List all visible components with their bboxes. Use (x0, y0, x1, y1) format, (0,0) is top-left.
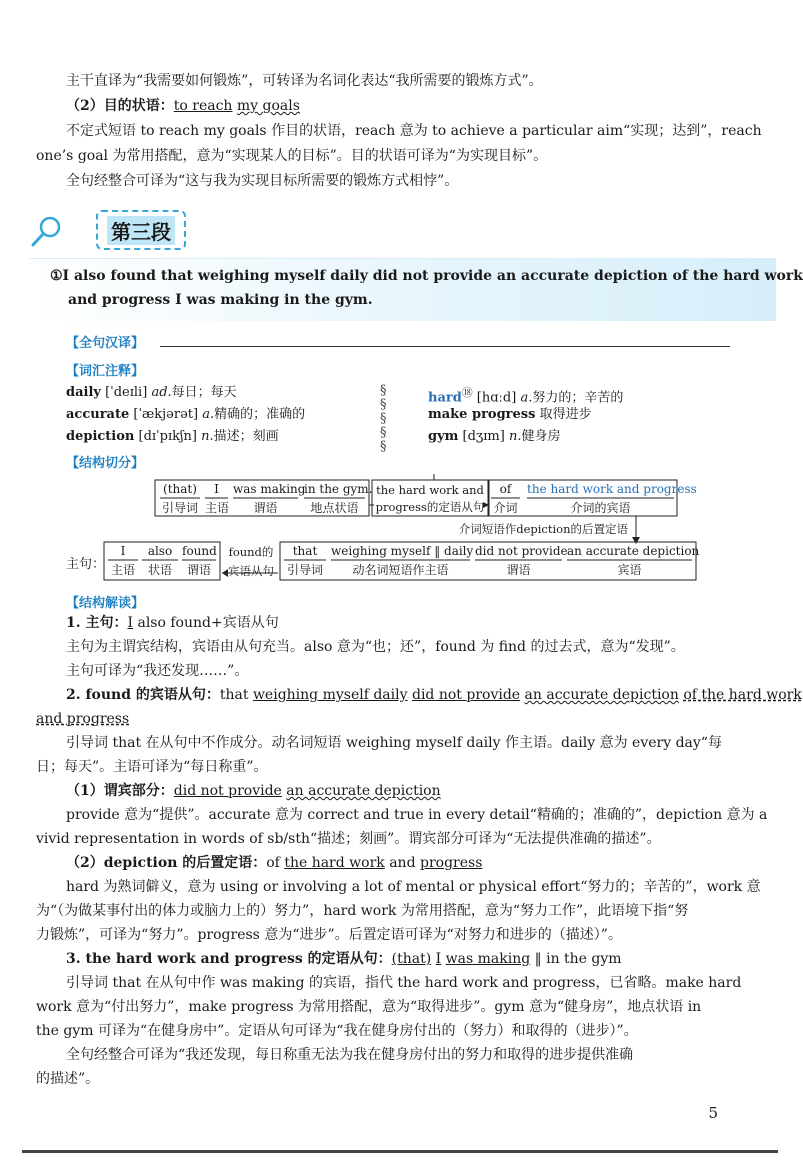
vocab-phonetic: [hɑːd] (472, 390, 521, 406)
found-object-label: found的 (228, 545, 274, 559)
vocab-entry (66, 426, 279, 448)
label-translation: 【全句汉译】 (66, 336, 145, 351)
underlined-phrase: did not provide (411, 687, 521, 703)
text-line: work 意为“付出努力”，make progress 为常用搭配，意为“取得进步”。gym 意为“健身房”，地点状语 in (36, 999, 702, 1015)
vocab-word: hard (428, 390, 462, 406)
translation-blank-line (160, 346, 730, 347)
heading-text: （2）depiction 的后置定语： (66, 855, 267, 871)
vocab-word: gym (428, 429, 459, 444)
analysis-heading (66, 612, 768, 634)
vocab-meaning: 健身房 (521, 429, 561, 444)
diagram-role: 介词 (493, 501, 518, 515)
subheading-purpose-adverbial (66, 95, 768, 117)
diagram-word: weighing myself ‖ daily (331, 544, 474, 558)
main-clause-label: 主句： (66, 557, 106, 572)
diagram-note: 介词短语作depiction的后置定语 (458, 522, 628, 536)
vocab-phonetic: [dɪˈpɪkʃn] (134, 429, 202, 444)
diagram-role: 状语 (147, 563, 172, 577)
text-line: 力锻炼”，可译为“努力”。progress 意为“进步”。后置定语可译为“对努力和进步的（描述）”。 (36, 927, 622, 943)
text-line: one’s goal 为常用搭配，意为“实现某人的目标”。目的状语可译为“为实现目标”。 (36, 148, 548, 164)
vocab-entry (66, 404, 305, 426)
diagram-role: 宾语 (617, 563, 642, 577)
diagram-word: of (499, 482, 512, 496)
text-line: provide 意为“提供”。accurate 意为 correct and true in every detail“精确的；准确的”，depiction 意为 a (66, 807, 768, 823)
diagram-role: 主语 (110, 563, 135, 577)
diagram-mid-label: the hard work and (376, 483, 484, 497)
text-line: vivid representation in words of sb/sth“描述；刻画”。谓宾部分可译为“无法提供准确的描述”。 (36, 831, 661, 847)
text-line: 主干直译为“我需要如何锻炼”，可转译为名词化表达“我所需要的锻炼方式”。 (66, 73, 543, 89)
diagram-word: found (182, 544, 217, 558)
text-line: 日；每天”。主语可译为“每日称重”。 (36, 759, 268, 775)
key-sentence-line: and progress I was making in the gym. (68, 292, 373, 308)
text-line: 引导词 that 在从句中不作成分。动名词短语 weighing myself daily 作主语。daily 意为 every day“每 (66, 735, 722, 751)
heading-text: 3. the hard work and progress 的定语从句： (66, 951, 392, 967)
vocab-divider-brace: § § § § § (380, 383, 387, 454)
wavy-underlined-phrase: my goals (236, 98, 300, 114)
diagram-role: 谓语 (186, 563, 211, 577)
vocab-pos: n. (201, 429, 214, 444)
vocab-meaning: 努力的；辛苦的 (532, 390, 624, 406)
wavy-underlined-phrase: an accurate depiction (286, 783, 441, 799)
vocab-mark: ⑱ (461, 386, 473, 399)
diagram-role: 引导词 (286, 563, 323, 577)
heading-text: of (266, 855, 285, 871)
vocab-word: make progress (428, 407, 536, 422)
page-number: 5 (708, 1104, 718, 1122)
diagram-word: did not provide (475, 544, 568, 558)
vocab-phonetic: [ˈdeɪli] (100, 385, 152, 400)
dashed-underlined-phrase: of the hard work (683, 687, 802, 703)
underlined-phrase: progress (419, 855, 483, 871)
page-bottom-rule (22, 1150, 778, 1153)
found-object-label: 宾语从句 (228, 564, 274, 578)
diagram-word: I (214, 482, 219, 496)
vocab-word: accurate (66, 407, 130, 422)
diagram-word: that (292, 544, 318, 558)
text-line: 的描述”。 (36, 1071, 100, 1087)
section-title: 第三段 (107, 216, 175, 245)
subheading-label: （2）目的状语： (66, 98, 174, 114)
magnifier-icon (30, 214, 64, 248)
heading-text: also found+宾语从句 (133, 615, 279, 631)
heading-text: （1）谓宾部分： (66, 783, 174, 799)
wavy-underlined-phrase: an accurate depiction (524, 687, 679, 703)
analysis-subheading (66, 780, 768, 802)
underlined-phrase: weighing myself daily (252, 687, 408, 703)
text-line: 全句经整合可译为“这与我为实现目标所需要的锻炼方式相悖”。 (66, 173, 459, 189)
underlined-phrase: (that) (391, 951, 432, 967)
vocab-meaning: 描述；刻画 (213, 429, 279, 444)
underlined-phrase: the hard work (284, 855, 385, 871)
diagram-mid-label: progress的定语从句 (375, 500, 485, 514)
heading-text: 2. found 的宾语从句： (66, 687, 220, 703)
vocab-phonetic: [dʒɪm] (458, 429, 509, 444)
vocab-word: daily (66, 385, 101, 400)
dashed-underlined-phrase: and progress (36, 711, 130, 727)
underlined-phrase: I (435, 951, 442, 967)
text-line: 全句经整合可译为“我还发现，每日称重无法为我在健身房付出的努力和取得的进步提供准确 (66, 1047, 634, 1063)
underlined-phrase: I (127, 615, 134, 631)
diagram-word: (that) (163, 482, 197, 496)
vocab-pos: ad. (151, 385, 172, 400)
text-line: 主句可译为“我还发现……”。 (66, 663, 249, 679)
diagram-role: 谓语 (253, 501, 278, 515)
key-sentence (30, 258, 803, 321)
text-line: 为“（为做某事付出的体力或脑力上的）努力”，hard work 为常用搭配，意为“努力工作”，此语境下指“努 (36, 903, 689, 919)
vocab-word: depiction (66, 429, 135, 444)
text-line (36, 708, 768, 730)
vocab-phonetic: [ˈækjərət] (129, 407, 203, 422)
diagram-word: an accurate depiction (567, 544, 700, 558)
vocab-meaning: 取得进步 (535, 407, 592, 422)
vocab-pos: a. (520, 390, 533, 406)
text-line: 不定式短语 to reach my goals 作目的状语，reach 意为 to achieve a particular aim“实现；达到”，reach (66, 123, 762, 139)
diagram-word: was making (233, 482, 306, 496)
label-analysis: 【结构解读】 (66, 596, 145, 611)
analysis-subheading (66, 852, 768, 874)
underlined-phrase: to reach (173, 98, 233, 114)
underlined-phrase: was making (445, 951, 531, 967)
diagram-role: 引导词 (161, 501, 198, 515)
diagram-role: 主语 (204, 501, 229, 515)
diagram-word: I (120, 544, 126, 558)
diagram-role: 动名词短语作主语 (352, 563, 449, 577)
text-line: 引导词 that 在从句中作 was making 的宾语，指代 the hard work and progress，已省略。make hard (66, 975, 742, 991)
label-vocab: 【词汇注释】 (66, 364, 145, 379)
diagram-role: 谓语 (506, 563, 531, 577)
vocab-meaning: 精确的；准确的 (214, 407, 306, 422)
section-title-box (96, 210, 186, 250)
analysis-heading (66, 948, 768, 970)
diagram-role: 介词的宾语 (570, 501, 631, 515)
section-header (30, 208, 190, 252)
diagram-word: also (147, 544, 173, 558)
structure-diagram (0, 468, 800, 588)
analysis-heading (66, 684, 802, 706)
vocab-meaning: 每日；每天 (171, 385, 237, 400)
heading-text: that (219, 687, 253, 703)
text-line: the gym 可译为“在健身房中”。定语从句可译为“我在健身房付出的（努力）和取得的（进步）”。 (36, 1023, 638, 1039)
diagram-role: 地点状语 (310, 501, 359, 515)
underlined-phrase: did not provide (173, 783, 282, 799)
heading-text: ‖ in the gym (530, 951, 622, 967)
vocab-pos: n. (508, 429, 522, 444)
diagram-word: the hard work and progress (527, 482, 697, 496)
vocab-pos: a. (202, 407, 215, 422)
diagram-word: in the gym. (304, 482, 373, 496)
label-structure: 【结构切分】 (66, 456, 145, 471)
text-line: 主句为主谓宾结构，宾语由从句充当。also 意为“也；还”，found 为 find 的过去式，意为“发现”。 (66, 639, 685, 655)
vocab-entry (428, 426, 561, 448)
key-sentence-line: ①I also found that weighing myself daily did not provide an accurate depiction of the hard work (50, 268, 803, 284)
heading-text: and (384, 855, 420, 871)
text-line: hard 为熟词僻义，意为 using or involving a lot of mental or physical effort“努力的；辛苦的”，work 意 (66, 879, 761, 895)
heading-text: 1. 主句： (66, 615, 128, 631)
vocab-entry (428, 404, 592, 426)
vocab-entry (66, 382, 237, 404)
